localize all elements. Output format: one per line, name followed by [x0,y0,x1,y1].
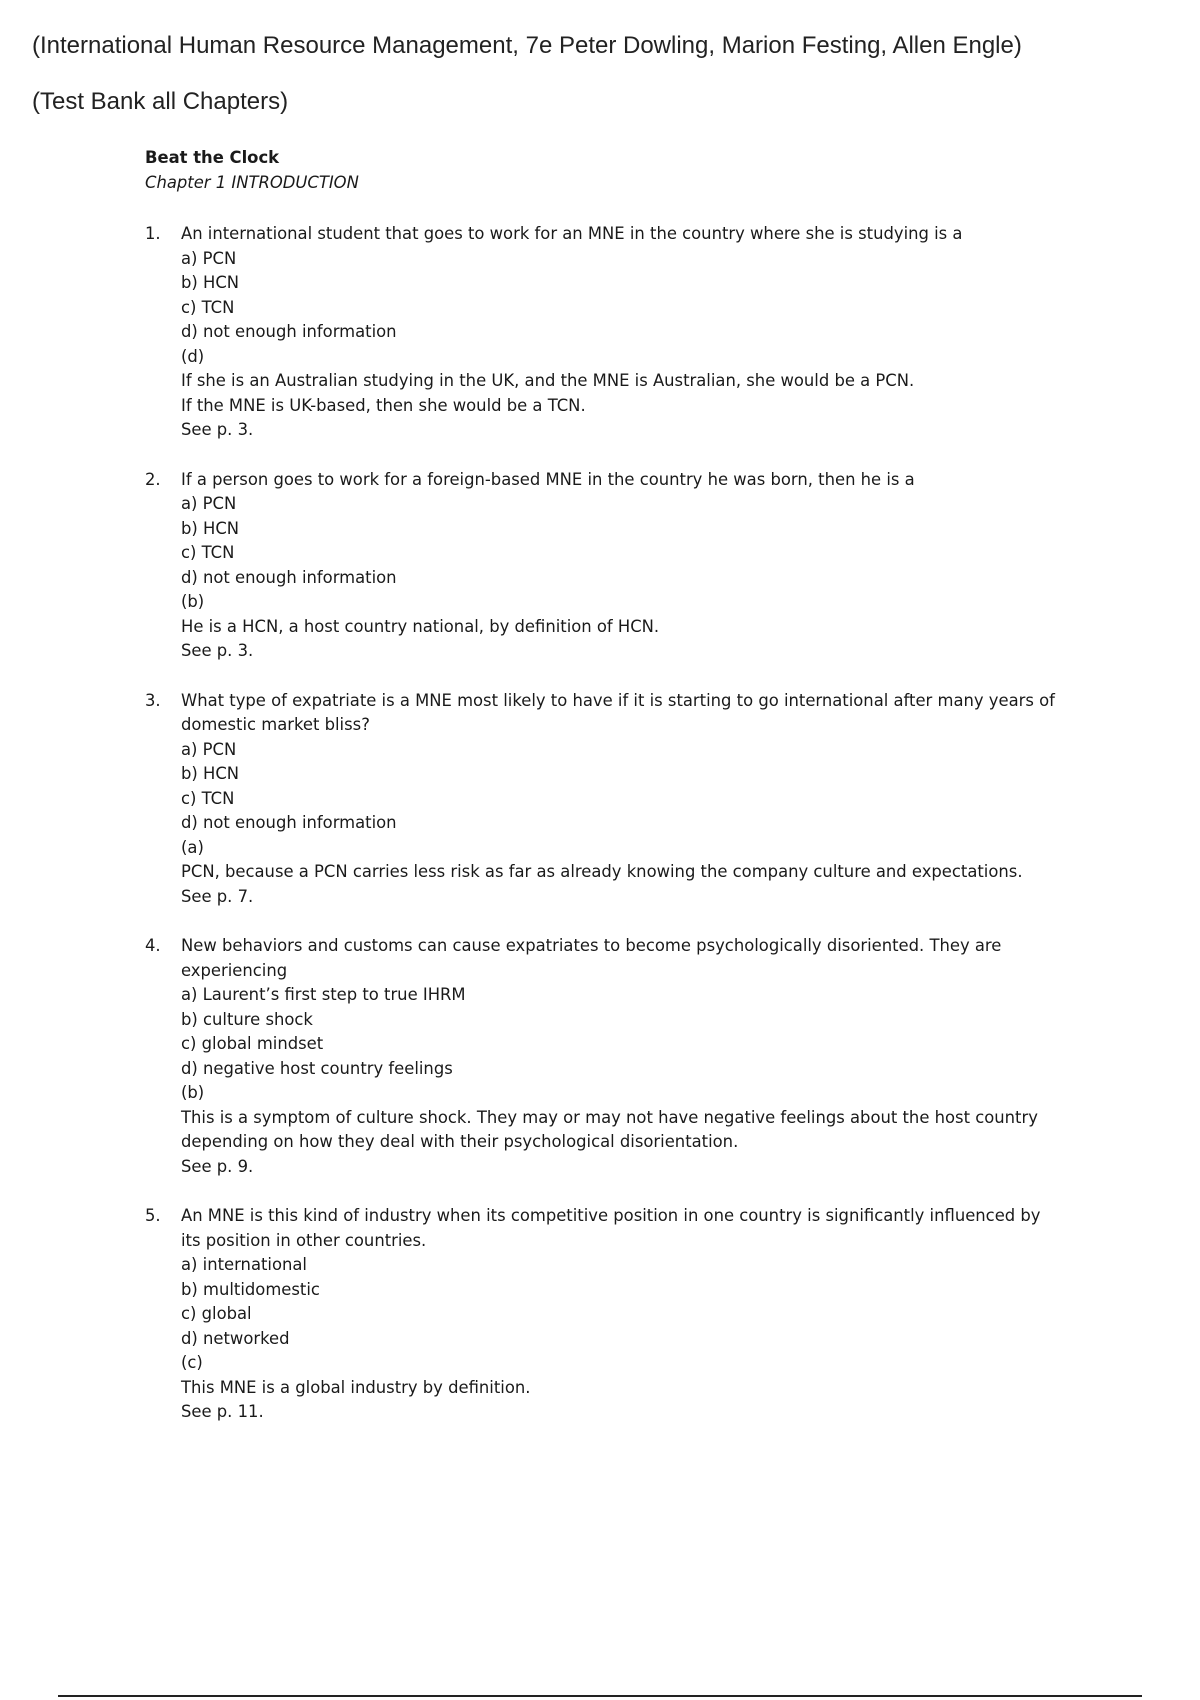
question-stem: its position in other countries. [181,1230,427,1250]
page-reference: See p. 11. [181,1402,264,1421]
question-number: 3. [145,690,161,710]
answer-option: d) not enough information [181,322,397,341]
answer-option: b) HCN [181,518,240,538]
footer-divider [58,1695,1142,1697]
question-number: 1. [145,224,161,243]
answer-option: c) global mindset [181,1034,324,1053]
page-reference: See p. 9. [181,1156,254,1176]
answer-option: d) negative host country feelings [181,1058,453,1078]
answer-explanation: He is a HCN, a host country national, by definition of HCN. [181,616,660,636]
question-item [145,934,1065,1179]
question-item [145,468,1065,664]
question-stem: What type of expatriate is a MNE most likely to have if it is starting to go international after many years of [181,690,1055,710]
question-item [145,689,1065,910]
correct-answer: (a) [181,837,204,857]
question-stem: experiencing [181,960,288,980]
answer-option: d) not enough information [181,813,397,832]
answer-option: a) PCN [181,494,237,513]
correct-answer: (d) [181,346,205,366]
question-number: 5. [145,1206,161,1225]
test-bank-body [145,146,1065,1450]
question-stem: New behaviors and customs can cause expatriates to become psychologically disoriented. They are [181,936,1002,955]
question-stem: domestic market bliss? [181,715,370,734]
correct-answer: (b) [181,1083,205,1102]
answer-option: d) networked [181,1328,290,1348]
correct-answer: (c) [181,1353,203,1372]
answer-explanation: depending on how they deal with their psychological disorientation. [181,1132,739,1151]
answer-option: a) PCN [181,739,237,759]
page-reference: See p. 7. [181,886,254,906]
question-number: 4. [145,936,161,955]
question-list [145,222,1065,1425]
answer-option: c) global [181,1304,252,1323]
answer-explanation: This MNE is a global industry by definition. [181,1377,531,1397]
chapter-heading: Chapter 1 INTRODUCTION [145,172,359,192]
question-stem: An MNE is this kind of industry when its competitive position in one country is significantly influenced by [181,1206,1041,1225]
question-item [145,222,1065,443]
answer-option: c) TCN [181,543,235,562]
answer-option: a) Laurent’s first step to true IHRM [181,985,466,1004]
answer-explanation: If she is an Australian studying in the UK, and the MNE is Australian, she would be a PCN. [181,371,915,390]
answer-option: b) culture shock [181,1009,313,1029]
question-item [145,1204,1065,1425]
answer-option: b) multidomestic [181,1279,320,1299]
answer-option: a) international [181,1255,307,1274]
question-stem: If a person goes to work for a foreign-based MNE in the country he was born, then he is a [181,469,915,489]
section-heading: Beat the Clock [145,148,280,167]
page-reference: See p. 3. [181,420,254,439]
answer-explanation: If the MNE is UK-based, then she would be a TCN. [181,395,586,415]
answer-explanation: This is a symptom of culture shock. They may or may not have negative feelings about the host country [181,1107,1038,1127]
answer-explanation: PCN, because a PCN carries less risk as far as already knowing the company culture and expectations. [181,862,1023,881]
question-number: 2. [145,469,161,489]
answer-option: a) PCN [181,248,237,268]
correct-answer: (b) [181,592,205,611]
answer-option: d) not enough information [181,567,397,587]
document-title: (International Human Resource Management, 7e Peter Dowling, Marion Festing, Allen Engle) [32,32,1022,59]
page-reference: See p. 3. [181,641,254,660]
answer-option: c) TCN [181,788,235,808]
question-stem: An international student that goes to work for an MNE in the country where she is studying is a [181,224,963,243]
answer-option: b) HCN [181,764,240,783]
answer-option: c) TCN [181,297,235,317]
document-subtitle: (Test Bank all Chapters) [32,88,289,115]
answer-option: b) HCN [181,273,240,292]
